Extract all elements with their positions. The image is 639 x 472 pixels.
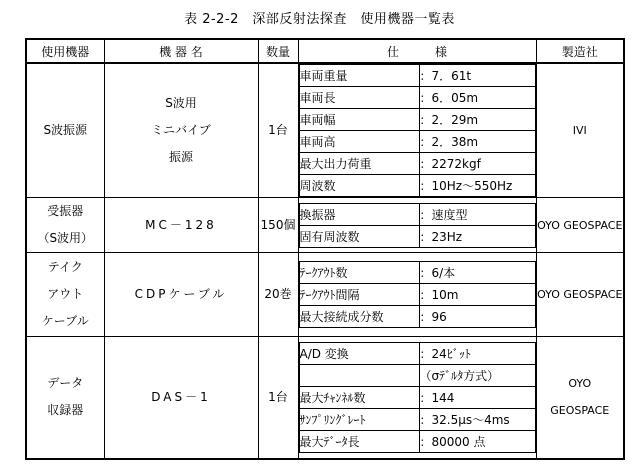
spec-line (299, 87, 535, 109)
equipment-name-line: ケーブル (41, 314, 89, 328)
spec-key: A/D 変換 (299, 342, 419, 364)
header-maker: 製造社 (536, 39, 624, 63)
spec-line (299, 225, 535, 247)
spec-line (299, 342, 535, 364)
spec-line (299, 306, 535, 328)
spec-key (299, 364, 419, 386)
spec-cell (298, 63, 536, 198)
spec-line (299, 408, 535, 430)
spec-value: ：速度型 (419, 203, 535, 225)
spec-value: ：10Hz～550Hz (419, 175, 535, 197)
spec-key: 最大接続成分数 (299, 306, 419, 328)
spec-value: ：24ﾋﾞｯﾄ (419, 342, 535, 364)
quantity-cell: 20巻 (258, 253, 298, 337)
equipment-name-line: データ (47, 376, 84, 391)
maker-name-line: OYO GEOSPACE (537, 288, 623, 301)
header-row (26, 39, 624, 63)
spec-line (299, 131, 535, 153)
table-caption: 表 2-2-2 深部反射法探査 使用機器一覧表 (184, 12, 455, 27)
spec-value: （σﾃﾞﾙﾀ方式） (419, 364, 535, 386)
quantity-cell: 1台 (258, 337, 298, 459)
spec-key: 車両高 (299, 131, 419, 153)
spec-key: 換振器 (299, 203, 419, 225)
spec-line (299, 65, 535, 87)
spec-cell (298, 198, 536, 253)
equipment-name (26, 253, 104, 337)
spec-line (299, 284, 535, 306)
spec-key: ﾃｰｸｱｳﾄ数 (299, 262, 419, 284)
model-name-line: S波用 (165, 96, 197, 110)
spec-value: ：6．05m (419, 87, 535, 109)
model-name-line: DAS－1 (151, 389, 211, 404)
equipment-name-line: アウト (47, 287, 84, 301)
spec-key: 周波数 (299, 175, 419, 197)
maker-name-line: OYO GEOSPACE (537, 218, 623, 232)
equipment-name (26, 198, 104, 253)
maker-name (536, 198, 624, 253)
model-name-line: MC－128 (145, 217, 217, 232)
spec-value: ：32.5μs～4ms (419, 408, 535, 430)
spec-value: ：7．61t (419, 65, 535, 87)
equipment-table (25, 38, 625, 460)
equipment-name-line: 収録器 (47, 403, 84, 418)
quantity-cell: 1台 (258, 63, 298, 198)
equipment-name-line: S波振源 (43, 123, 88, 137)
spec-line (299, 262, 535, 284)
model-name (104, 63, 258, 198)
spec-value: ：2．29m (419, 109, 535, 131)
header-specs: 仕 様 (298, 39, 536, 63)
maker-name-line: OYO (568, 377, 592, 391)
spec-key: 最大出力荷重 (299, 153, 419, 175)
spec-line (299, 203, 535, 225)
spec-value: ：2．38m (419, 131, 535, 153)
model-name-line: ミニバイブ (151, 123, 211, 137)
header-quantity: 数量 (258, 39, 298, 63)
spec-key: 固有周波数 (299, 225, 419, 247)
header-model: 機 器 名 (104, 39, 258, 63)
spec-cell (298, 337, 536, 459)
spec-line (299, 109, 535, 131)
spec-list (299, 261, 536, 328)
spec-key: 最大ﾃﾞｰﾀ長 (299, 430, 419, 452)
spec-value: ：144 (419, 386, 535, 408)
spec-key: 最大ﾁｬﾝﾈﾙ数 (299, 386, 419, 408)
table-row (26, 337, 624, 459)
equipment-name-line: テイク (47, 260, 83, 274)
table-row (26, 63, 624, 198)
spec-value: ：2272kgf (419, 153, 535, 175)
spec-list (299, 64, 536, 197)
maker-name (536, 337, 624, 459)
spec-list (299, 203, 536, 248)
maker-name-line: GEOSPACE (550, 404, 610, 418)
spec-line (299, 153, 535, 175)
spec-value: ：80000 点 (419, 430, 535, 452)
equipment-name-line: 受振器 (47, 204, 84, 218)
spec-line (299, 364, 535, 386)
maker-name (536, 63, 624, 198)
maker-name (536, 253, 624, 337)
spec-key: 車両長 (299, 87, 419, 109)
spec-line (299, 386, 535, 408)
spec-key: 車両重量 (299, 65, 419, 87)
spec-list (299, 342, 536, 453)
spec-value: ：23Hz (419, 225, 535, 247)
spec-cell (298, 253, 536, 337)
model-name (104, 198, 258, 253)
model-name (104, 253, 258, 337)
spec-value: ：10m (419, 284, 535, 306)
spec-line (299, 430, 535, 452)
table-row (26, 198, 624, 253)
equipment-name-line: （S波用） (37, 231, 94, 245)
model-name (104, 337, 258, 459)
spec-key: ﾃｰｸｱｳﾄ間隔 (299, 284, 419, 306)
spec-value: ：96 (419, 306, 535, 328)
quantity-cell: 150個 (258, 198, 298, 253)
equipment-name (26, 337, 104, 459)
spec-value: ：6/本 (419, 262, 535, 284)
model-name-line: CDPケーブル (134, 287, 228, 301)
spec-key: ｻﾝﾌﾟﾘﾝｸﾞﾚｰﾄ (299, 408, 419, 430)
header-equipment: 使用機器 (26, 39, 104, 63)
spec-line (299, 175, 535, 197)
maker-name-line: IVI (572, 124, 587, 137)
model-name-line: 振源 (168, 150, 193, 164)
equipment-name (26, 63, 104, 198)
table-row (26, 253, 624, 337)
spec-key: 車両幅 (299, 109, 419, 131)
